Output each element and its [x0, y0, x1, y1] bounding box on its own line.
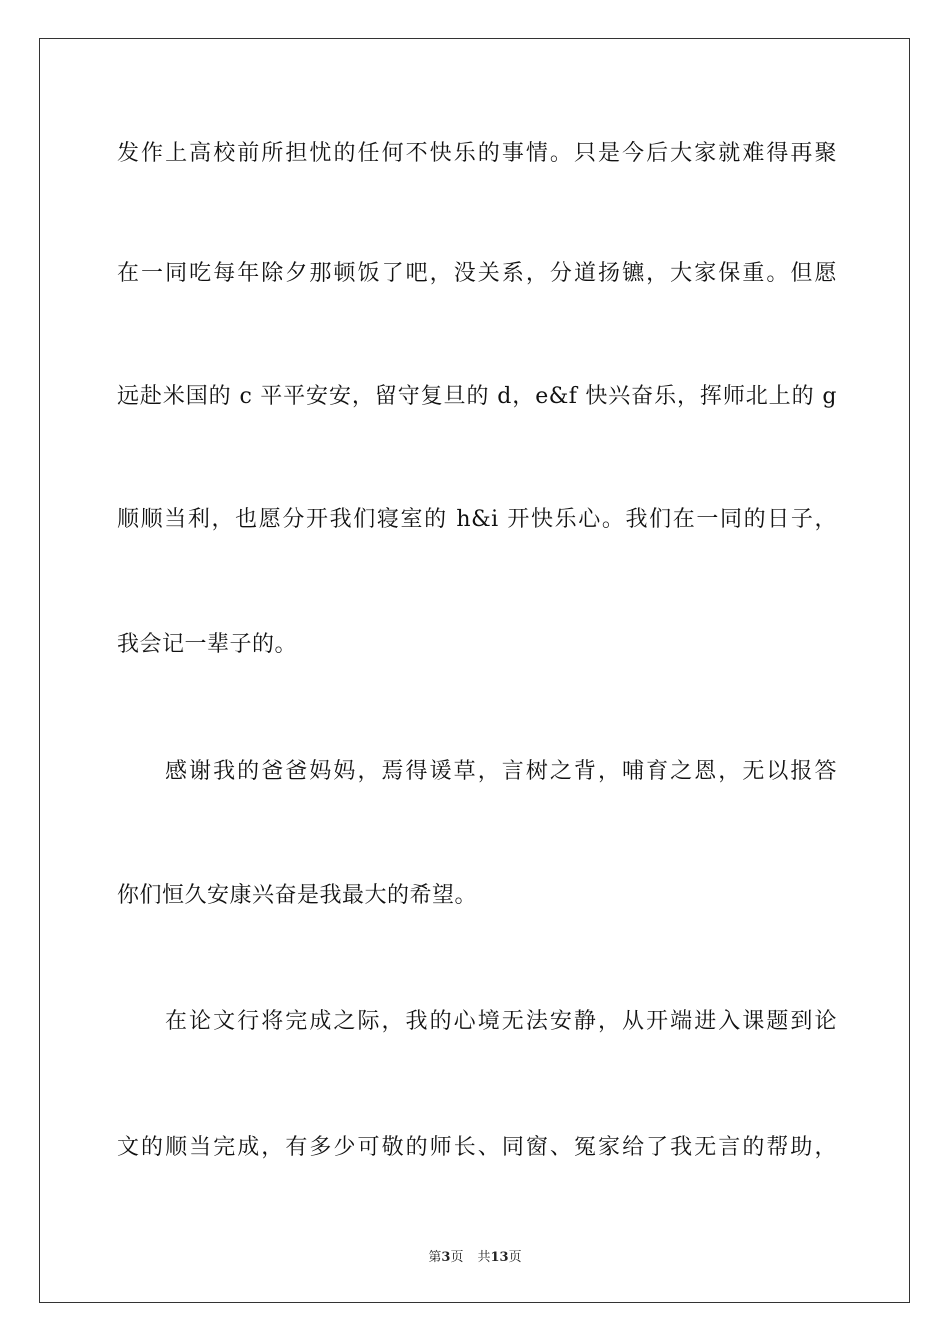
paragraph-line-7: 你们恒久安康兴奋是我最大的希望。 [117, 883, 478, 908]
paragraph-line-9: 文的顺当完成，有多少可敬的师长、同窗、冤家给了我无言的帮助， [117, 1135, 837, 1160]
paragraph-line-1: 发作上高校前所担忧的任何不快乐的事情。只是今后大家就难得再聚 [117, 141, 837, 166]
total-suffix: 页 [508, 1250, 522, 1265]
page-suffix: 页 [450, 1250, 464, 1265]
page-border [39, 38, 910, 1303]
paragraph-line-8: 在论文行将完成之际，我的心境无法安静，从开端进入课题到论 [165, 1009, 837, 1034]
paragraph-line-3: 远赴米国的 c 平平安安，留守复旦的 d，e&f 快兴奋乐，挥师北上的 g [117, 384, 837, 409]
page-number: 3 [441, 1250, 451, 1265]
total-pages: 13 [490, 1250, 509, 1265]
paragraph-line-6: 感谢我的爸爸妈妈，焉得谖草，言树之背，哺育之恩，无以报答 [165, 759, 837, 784]
paragraph-line-2: 在一同吃每年除夕那顿饭了吧，没关系，分道扬镳，大家保重。但愿 [117, 261, 837, 286]
page-prefix: 第 [428, 1250, 442, 1265]
total-prefix: 共 [477, 1250, 491, 1265]
page-footer [0, 1249, 950, 1267]
paragraph-line-4: 顺顺当利，也愿分开我们寝室的 h&i 开快乐心。我们在一同的日子， [117, 507, 837, 532]
paragraph-line-5: 我会记一辈子的。 [117, 632, 298, 657]
